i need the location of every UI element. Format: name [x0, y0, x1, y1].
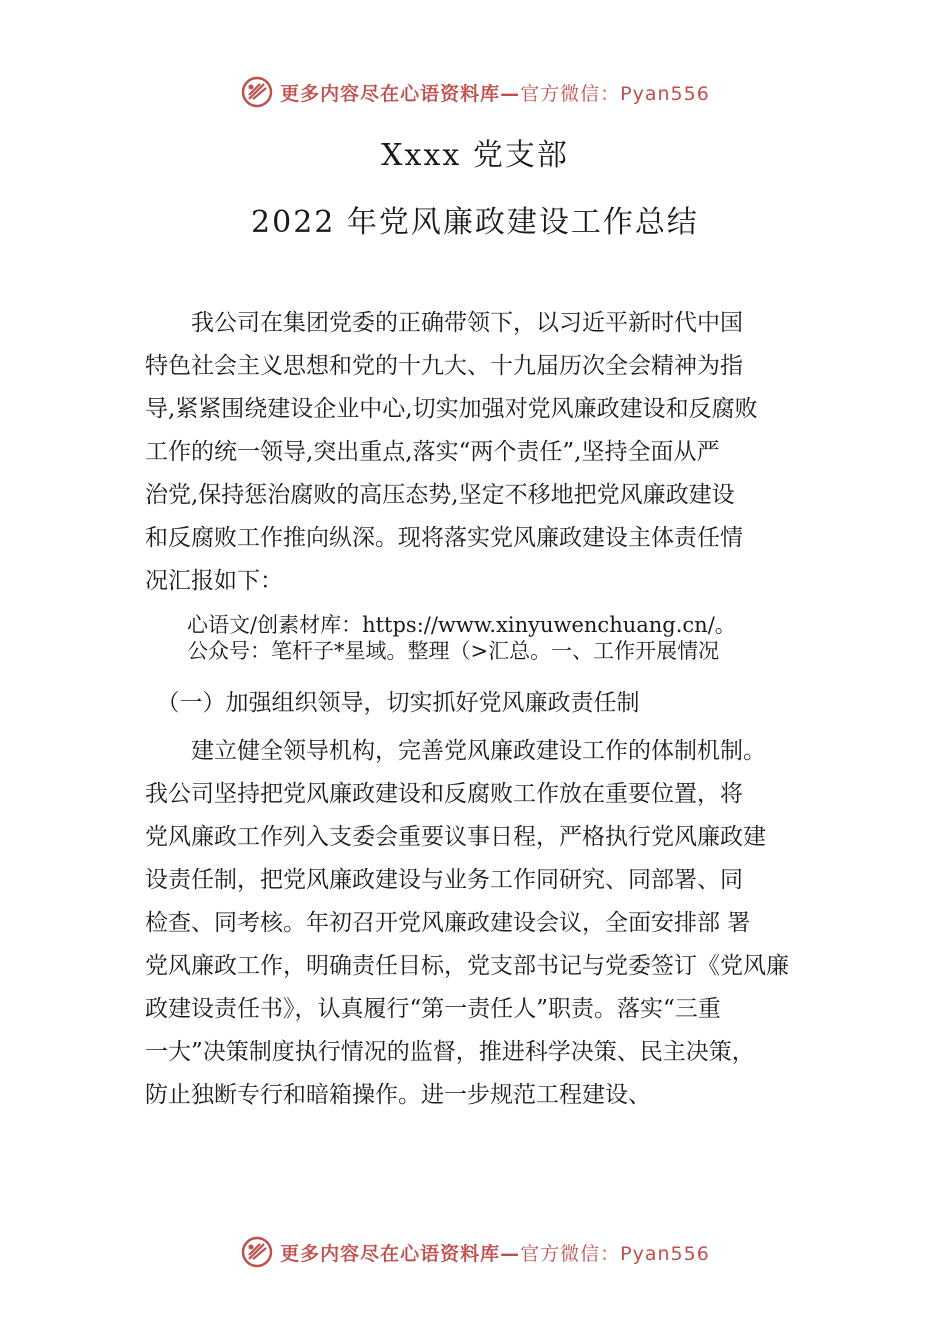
text-line: 我公司坚持把党风廉政建设和反腐败工作放在重要位置，将: [145, 781, 743, 807]
logo-icon: [240, 1235, 274, 1269]
banner-text: 更多内容尽在心语资料库—官方微信：Pyan556: [280, 1242, 710, 1265]
footer-banner: [0, 1232, 950, 1272]
text-line: 设责任制，把党风廉政建设与业务工作同研究、同部署、同: [145, 867, 743, 893]
document-title-line2: 2022 年党风廉政建设工作总结: [251, 205, 699, 240]
text-line: 我公司在集团党委的正确带领下，以习近平新时代中国: [145, 310, 743, 336]
header-banner: [0, 72, 950, 112]
text-line: 公众号：笔杆子*星域。整理（>汇总。一、工作开展情况: [145, 639, 720, 663]
text-line: 政建设责任书》，认真履行“第一责任人”职责。落实“三重: [145, 996, 721, 1022]
text-line: 党风廉政工作列入支委会重要议事日程，严格执行党风廉政建: [145, 824, 766, 850]
document-title-line1: Xxxx 党支部: [381, 138, 569, 173]
text-line: 党风廉政工作，明确责任目标，党支部书记与党委签订《党风廉: [145, 953, 789, 979]
banner-text: 更多内容尽在心语资料库—官方微信：Pyan556: [280, 82, 710, 105]
text-line: 和反腐败工作推向纵深。现将落实党风廉政建设主体责任情: [145, 525, 743, 551]
intro-paragraph: [145, 302, 845, 603]
text-line: 一大”决策制度执行情况的监督，推进科学决策、民主决策，: [145, 1039, 755, 1065]
logo-icon: [240, 75, 274, 109]
text-line: 工作的统一领导,突出重点,落实“两个责任”,坚持全面从严: [145, 439, 720, 465]
section-heading: （一）加强组织领导，切实抓好党风廉政责任制: [145, 690, 640, 716]
text-line: 况汇报如下：: [145, 568, 283, 594]
source-note: [145, 612, 845, 664]
text-line: 导,紧紧围绕建设企业中心,切实加强对党风廉政建设和反腐败: [145, 396, 758, 422]
text-line: 防止独断专行和暗箱操作。进一步规范工程建设、: [145, 1082, 651, 1108]
text-line: 心语文/创素材库：https://www.xinyuwenchuang.cn/。: [145, 613, 736, 637]
text-line: 建立健全领导机构，完善党风廉政建设工作的体制机制。: [145, 738, 766, 764]
body-paragraph: [145, 730, 845, 1117]
text-line: 治党,保持惩治腐败的高压态势,坚定不移地把党风廉政建设: [145, 482, 735, 508]
text-line: 特色社会主义思想和党的十九大、十九届历次全会精神为指: [145, 353, 743, 379]
text-line: 检查、同考核。年初召开党风廉政建设会议，全面安排部 署: [145, 910, 751, 936]
